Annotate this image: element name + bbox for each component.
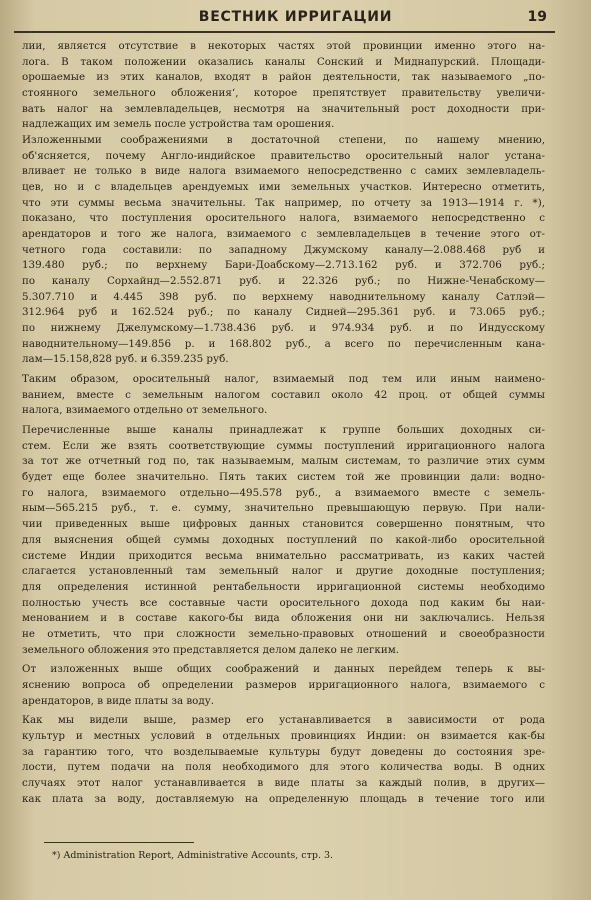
text-line: вливает не только в виде налога взимаемого непосредственно с самих землевладель- bbox=[22, 165, 545, 178]
text-line: лии, являєтся отсутствие в некоторых частях этой провинции именно этого на- bbox=[22, 40, 545, 52]
text-line: От изложенных выше общих соображений и данных перейдем теперь к вы- bbox=[22, 663, 545, 676]
text-line: арендаторов и того же налога, взимаемого с землевладельцев в течение этого от- bbox=[22, 228, 545, 241]
text-line: по нижнему Джелумскому—1.738.436 руб. и 974.934 руб. и по Индусскому bbox=[22, 322, 545, 335]
text-line: лости, путем подачи на поля необходимого для этого количества воды. В одних bbox=[22, 761, 545, 774]
text-line: об'ясняется, почему Англо-индийское правительство оросительный налог устана- bbox=[22, 149, 545, 162]
text-line: Перечисленные выше каналы принадлежат к группе больших доходных си- bbox=[22, 424, 545, 437]
text-line: стем. Если же взять соответствующие суммы поступлений ирригационного налога bbox=[22, 439, 545, 452]
text-line: стоянного земельного обложения‘, которое препятствует правительству увеличи- bbox=[22, 87, 545, 100]
text-line: системе Индии приходится весьма внимательно рассматривать, из каких частей bbox=[22, 549, 545, 562]
text-line: за тот же отчетный год по, так называемым, малым системам, то различие этих сумм bbox=[22, 455, 545, 468]
text-line: наводнительному—149.856 р. и 168.802 руб., а всего по перечисленным кана- bbox=[22, 337, 545, 350]
text-line: Как мы видели выше, размер его устанавливается в зависимости от рода bbox=[22, 714, 545, 727]
text-line: как плата за воду, доставляемую на определенную площадь в течение того или bbox=[22, 792, 545, 805]
text-line: слагается установленный там земельный налог и другие доходные поступления; bbox=[22, 565, 545, 578]
text-line: лам—15.158,828 руб. и 6.359.235 руб. bbox=[22, 353, 229, 366]
text-line: ным—565.215 руб., т. е. сумму, значительно превышающую первую. При нали- bbox=[22, 502, 545, 515]
text-line: чии приведенных выше цифровых данных становится совершенно понятным, что bbox=[22, 518, 545, 531]
text-line: яснению вопроса об определении размеров ирригационного налога, взимаемого с bbox=[22, 678, 545, 691]
text-line: 139.480 руб.; по верхнему Бари-Доабскому—2.713.162 руб. и 372.706 руб.; bbox=[22, 259, 545, 272]
text-line: надлежащих им земель после устройства там орошения. bbox=[22, 118, 335, 131]
text-line: менованием и в составе какого-бы вида обложения они ни заключались. Нельзя bbox=[22, 612, 545, 625]
text-line: не отметить, что при сложности земельно-правовых отношений и своеобразности bbox=[22, 627, 545, 640]
text-line: для выяснения общей суммы доходных поступлений по какой-либо оросительной bbox=[22, 533, 545, 546]
journal-title: ВЕСТНИК ИРРИГАЦИИ bbox=[198, 9, 393, 25]
text-line: что эти суммы весьма значительны. Так например, по отчету за 1913—1914 г. *), bbox=[22, 196, 545, 209]
text-line: четного года составили: по западному Джумскому каналу—2.088.468 руб и bbox=[22, 243, 545, 256]
text-line: случаях этот налог устанавливается в виде платы за каждый полив, в других— bbox=[22, 776, 545, 789]
text-line: за гарантию того, что возделываемые культуры будут доведены до состояния зре- bbox=[22, 745, 545, 758]
text-line: ванием, вместе с земельным налогом составил около 42 проц. от общей суммы bbox=[22, 388, 545, 401]
footnote: *) Administration Report, Administrative Accounts, стр. 3. bbox=[52, 850, 334, 861]
text-line: полностью учесть все составные части оросительного дохода под каким бы наи- bbox=[22, 596, 545, 609]
text-line: го налога, взимаемого отдельно—495.578 руб., а взимаемого вместе с земель- bbox=[22, 486, 545, 499]
header-rule bbox=[14, 31, 555, 33]
text-line: культур и местных условий в отдельных провинциях Индии: он взимается как-бы bbox=[22, 729, 545, 742]
text-line: для определения истинной рентабельности ирригационной системы необходимо bbox=[22, 580, 545, 593]
text-line: по каналу Сорхайнд—2.552.871 руб. и 22.326 руб.; по Нижне-Ченабскому— bbox=[22, 275, 545, 288]
page-number: 19 bbox=[527, 9, 547, 25]
text-line: 312.964 руб и 162.524 руб.; по каналу Сидней—295.361 руб. и 73.065 руб.; bbox=[22, 306, 545, 319]
footnote-rule bbox=[44, 842, 194, 843]
running-header bbox=[0, 0, 591, 36]
text-line: вать налог на землевладельцев, несмотря на значительный рост доходности при- bbox=[22, 102, 545, 115]
body-text bbox=[22, 39, 545, 807]
text-line: земельного обложения это представляется делом далеко не легким. bbox=[22, 643, 399, 656]
text-line: арендаторов, в виде платы за воду. bbox=[22, 694, 215, 707]
text-line: орошаемые из этих каналов, входят в район деятельности, так называемого „по- bbox=[22, 71, 545, 84]
text-line: лога. В таком положении оказались каналы Сонский и Миднапурский. Площади- bbox=[22, 55, 545, 68]
text-line: Изложенными соображениями в достаточной степени, по нашему мнению, bbox=[22, 134, 545, 147]
text-line: Таким образом, оросительный налог, взимаемый под тем или иным наимено- bbox=[22, 373, 545, 386]
text-line: будет еще более значительно. Пять таких систем той же провинции дали: водно- bbox=[22, 471, 545, 484]
text-line: 5.307.710 и 4.445 398 руб. по верхнему наводнительному каналу Сатлэй— bbox=[22, 290, 545, 303]
text-line: налога, взимаемого отдельно от земельного. bbox=[22, 404, 268, 417]
text-line: цев, но и с владельцев арендуемых ими земельных участков. Интересно отметить, bbox=[22, 181, 545, 194]
text-line: показано, что поступления оросительного налога, взимаемого непосредственно с bbox=[22, 212, 545, 225]
